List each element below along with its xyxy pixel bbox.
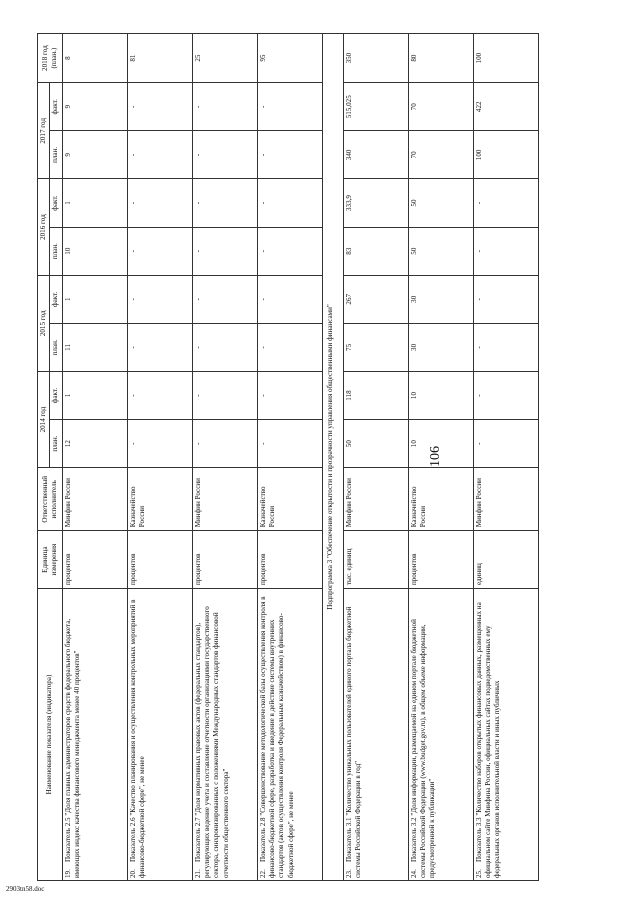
value-cell: 50 xyxy=(343,420,408,468)
value-cell: - xyxy=(257,179,322,227)
row-number: 25. xyxy=(474,869,483,878)
table-row xyxy=(408,34,473,881)
col-header-plan: план. xyxy=(50,323,62,371)
indicator-name: Показатель 3.2 "Доля информации, размещаемой на едином портале бюджетной системы Российской Федерации (www.budget.gov.ru), в общем объеме информации, предусмотренной к публикации" xyxy=(409,619,437,878)
subprogram-title: Подпрограмма 3 "Обеспечение открытости и прозрачности управления общественными финансами" xyxy=(322,34,343,881)
value-cell: - xyxy=(127,371,192,419)
value-cell: 1 xyxy=(62,179,127,227)
table-row xyxy=(192,34,257,881)
indicator-name: Показатель 2.5 "Доля главных администраторов средств федерального бюджета, имеющих индекс качества финансового менеджмента менее 40 процентов" xyxy=(63,618,82,878)
table-row xyxy=(62,34,127,881)
value-cell: - xyxy=(473,227,538,275)
value-cell: - xyxy=(473,275,538,323)
indicators-table xyxy=(37,33,539,881)
value-cell: 350 xyxy=(343,34,408,83)
unit-cell: процентов xyxy=(127,531,192,589)
value-cell: - xyxy=(257,83,322,131)
table-row xyxy=(343,34,408,881)
col-header-plan: план. xyxy=(50,227,62,275)
value-cell: - xyxy=(192,275,257,323)
value-cell: - xyxy=(127,323,192,371)
col-header-fact: факт. xyxy=(50,275,62,323)
value-cell: 10 xyxy=(408,420,473,468)
value-cell: - xyxy=(473,323,538,371)
col-header-fact: факт. xyxy=(50,371,62,419)
value-cell: - xyxy=(192,83,257,131)
value-cell: 8 xyxy=(62,34,127,83)
value-cell: - xyxy=(127,420,192,468)
col-header-fact: факт. xyxy=(50,83,62,131)
value-cell: 10 xyxy=(408,371,473,419)
value-cell: 118 xyxy=(343,371,408,419)
value-cell: 80 xyxy=(408,34,473,83)
unit-cell: единиц xyxy=(473,531,538,589)
value-cell: - xyxy=(257,323,322,371)
executor-cell: Казначейство России xyxy=(127,468,192,531)
row-number: 24. xyxy=(409,869,418,878)
value-cell: 267 xyxy=(343,275,408,323)
value-cell: - xyxy=(127,275,192,323)
col-header-plan: план. xyxy=(50,131,62,179)
value-cell: - xyxy=(127,227,192,275)
row-number: 23. xyxy=(344,869,353,878)
executor-cell: Минфин России xyxy=(62,468,127,531)
table-row xyxy=(257,34,322,881)
subprogram-row xyxy=(322,34,343,881)
col-header-2014: 2014 год xyxy=(38,371,50,467)
value-cell: 333,9 xyxy=(343,179,408,227)
value-cell: 70 xyxy=(408,131,473,179)
value-cell: - xyxy=(192,179,257,227)
value-cell: 83 xyxy=(343,227,408,275)
col-header-plan: план. xyxy=(50,420,62,468)
value-cell: 9 xyxy=(62,83,127,131)
value-cell: 9 xyxy=(62,131,127,179)
col-header-2018: 2018 год (план.) xyxy=(38,34,63,83)
row-number: 19. xyxy=(63,869,72,878)
value-cell: - xyxy=(257,131,322,179)
indicator-name: Показатель 2.6 "Качество планирования и осуществления контрольных мероприятий в финансово-бюджетной сфере", не менее xyxy=(128,599,147,878)
executor-cell: Минфин России xyxy=(192,468,257,531)
value-cell: - xyxy=(473,371,538,419)
value-cell: 100 xyxy=(473,131,538,179)
value-cell: - xyxy=(473,179,538,227)
row-number: 22. xyxy=(258,869,267,878)
value-cell: 10 xyxy=(62,227,127,275)
value-cell: - xyxy=(192,420,257,468)
value-cell: 422 xyxy=(473,83,538,131)
executor-cell: Казначейство России xyxy=(257,468,322,531)
executor-cell: Казначейство России xyxy=(408,468,473,531)
value-cell: 70 xyxy=(408,83,473,131)
value-cell: 100 xyxy=(473,34,538,83)
unit-cell: процентов xyxy=(257,531,322,589)
value-cell: 12 xyxy=(62,420,127,468)
value-cell: - xyxy=(192,371,257,419)
col-header-executor: Ответственный исполнитель xyxy=(38,468,63,531)
row-number: 21. xyxy=(193,869,202,878)
value-cell: - xyxy=(192,323,257,371)
value-cell: 25 xyxy=(192,34,257,83)
value-cell: 30 xyxy=(408,275,473,323)
value-cell: 1 xyxy=(62,275,127,323)
value-cell: - xyxy=(127,131,192,179)
executor-cell: Минфин России xyxy=(473,468,538,531)
col-header-unit: Единица измерения xyxy=(38,531,63,589)
value-cell: - xyxy=(257,420,322,468)
col-header-name: Наименование показателя (индикатора) xyxy=(38,589,63,881)
indicator-name: Показатель 3.1 "Количество уникальных пользователей единого портала бюджетной системы Российской Федерации в год" xyxy=(344,606,363,878)
value-cell: - xyxy=(257,371,322,419)
value-cell: - xyxy=(257,227,322,275)
col-header-2017: 2017 год xyxy=(38,83,50,179)
value-cell: - xyxy=(127,83,192,131)
value-cell: - xyxy=(127,179,192,227)
value-cell: - xyxy=(473,420,538,468)
value-cell: 50 xyxy=(408,227,473,275)
value-cell: 30 xyxy=(408,323,473,371)
indicator-name: Показатель 3.3 "Количество наборов открытых финансовых данных, размещенных на официальном сайте Минфина России, официальных сайтах подведомственных ему федеральных органов исполнительной власти и иных публичных xyxy=(474,602,502,878)
value-cell: 11 xyxy=(62,323,127,371)
col-header-2016: 2016 год xyxy=(38,179,50,275)
value-cell: 340 xyxy=(343,131,408,179)
unit-cell: тыс. единиц xyxy=(343,531,408,589)
value-cell: 50 xyxy=(408,179,473,227)
unit-cell: процентов xyxy=(408,531,473,589)
value-cell: - xyxy=(192,131,257,179)
value-cell: 75 xyxy=(343,323,408,371)
executor-cell: Минфин России xyxy=(343,468,408,531)
table-row xyxy=(473,34,538,881)
unit-cell: процентов xyxy=(62,531,127,589)
table-row xyxy=(127,34,192,881)
value-cell: 1 xyxy=(62,371,127,419)
unit-cell: процентов xyxy=(192,531,257,589)
col-header-2015: 2015 год xyxy=(38,275,50,371)
value-cell: 81 xyxy=(127,34,192,83)
row-number: 20. xyxy=(128,869,137,878)
value-cell: - xyxy=(192,227,257,275)
footer-filename: 2903tn58.doc xyxy=(6,885,45,893)
page-number: 106 xyxy=(428,446,443,467)
col-header-fact: факт. xyxy=(50,179,62,227)
indicator-name: Показатель 2.7 "Доля нормативных правовых актов (федеральных стандартов), регулирующих ведение учета и составление отчетности организациями государственного сектора, синхронизированных с положениями Международных стандартов финансовой отчетности общественного сектора" xyxy=(193,606,230,878)
value-cell: 95 xyxy=(257,34,322,83)
value-cell: 515,025 xyxy=(343,83,408,131)
value-cell: - xyxy=(257,275,322,323)
indicator-name: Показатель 2.8 "Совершенствование методологической базы осуществления контроля в финансово-бюджетной сфере, разработка и введение в действие системы внутренних стандартов (актов осуществления контроля Федеральным казначейством) в финансово-бюджетной сфере", не менее xyxy=(258,596,295,878)
